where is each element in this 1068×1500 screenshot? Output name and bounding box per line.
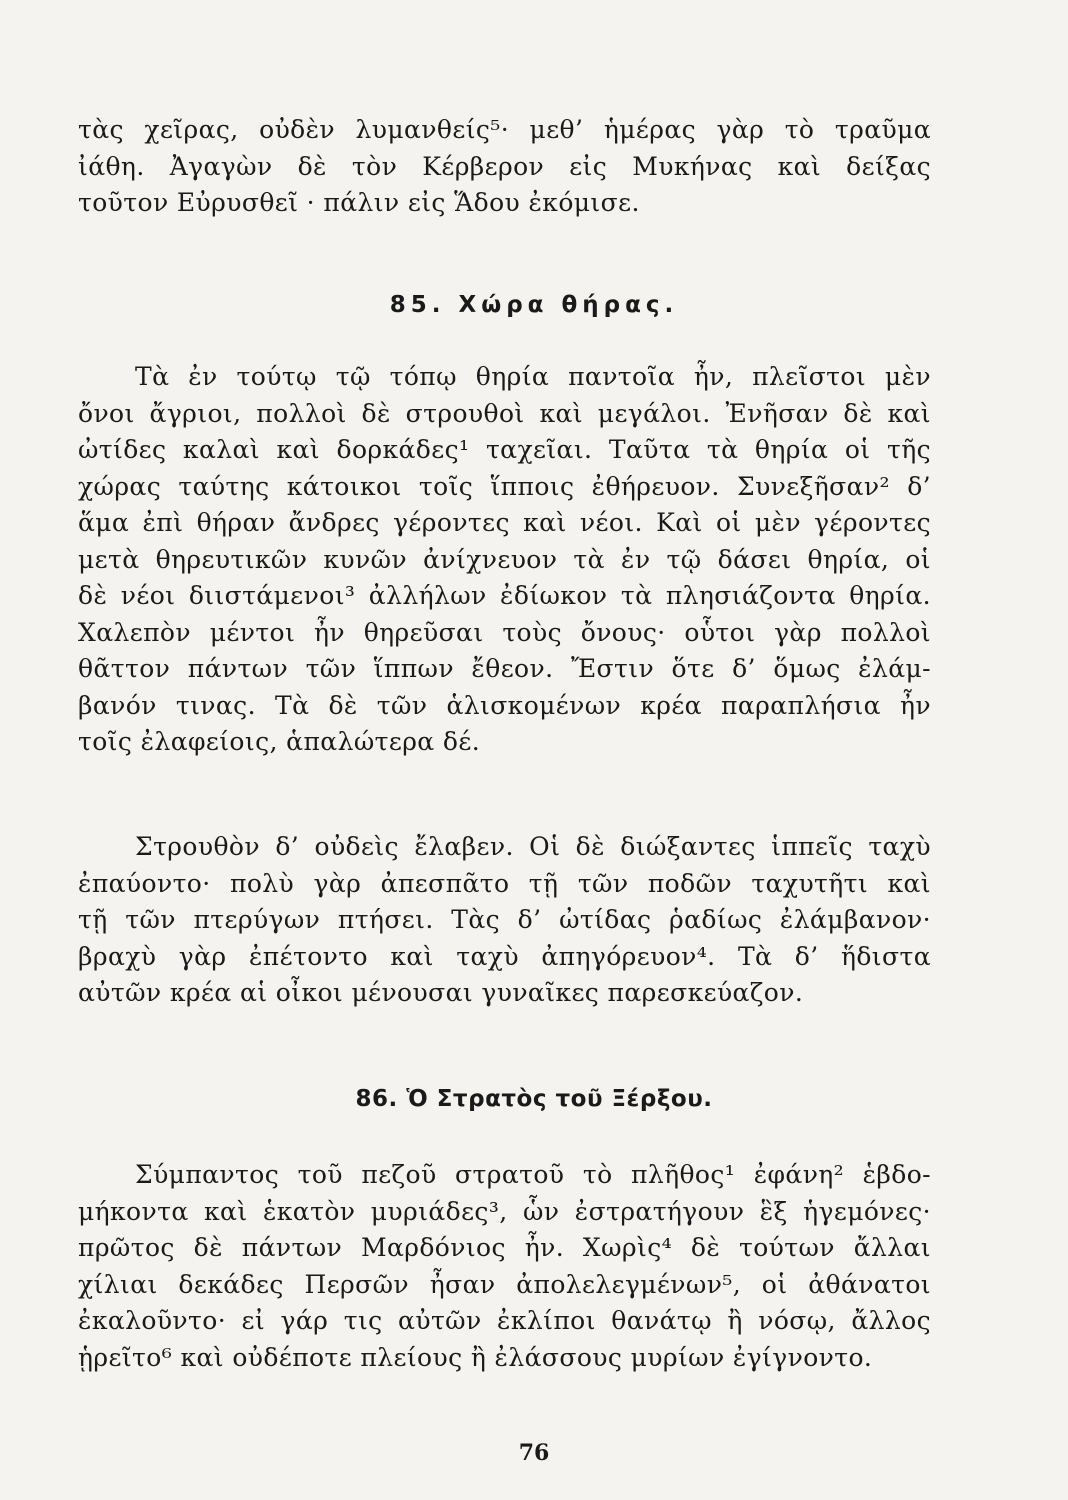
text-line: τοῖς ἐλαφείοις, ἁπαλώτερα δέ. <box>78 727 481 756</box>
text-line: ὠτίδες καλαὶ καὶ δορκάδες¹ ταχεῖαι. Ταῦτα τὰ θηρία οἱ τῆς <box>78 435 931 464</box>
text-line: χώρας ταύτης κάτοικοι τοῖς ἵπποις ἐθήρευον. Συνεξῆσαν² δ’ <box>78 471 931 501</box>
text-line: Σύμπαντος τοῦ πεζοῦ στρατοῦ τὸ πλῆθος¹ ἐφάνη² ἑβδο- <box>135 1160 931 1189</box>
text-line: μετὰ θηρευτικῶν κυνῶν ἀνίχνευον τὰ ἐν τῷ δάσει θηρία, οἱ <box>78 544 931 574</box>
text-line: ἰάθη. Ἀγαγὼν δὲ τὸν Κέρβερον εἰς Μυκήνας καὶ δείξας <box>78 151 931 181</box>
section-86-heading: 86. Ὁ Στρατὸς τοῦ Ξέρξου. <box>355 1086 713 1112</box>
page-number: 76 <box>518 1440 550 1466</box>
text-line: βραχὺ γὰρ ἐπέτοντο καὶ ταχὺ ἀπηγόρευον⁴. Τὰ δ’ ἥδιστα <box>78 941 931 971</box>
text-line: τοῦτον Εὐρυσθεῖ · πάλιν εἰς Ἅδου ἐκόμισε. <box>78 188 640 217</box>
text-line: ἐπαύοντο· πολὺ γὰρ ἀπεσπᾶτο τῇ τῶν ποδῶν ταχυτῆτι καὶ <box>78 868 931 898</box>
text-line: δὲ νέοι διιστάμενοι³ ἀλλήλων ἐδίωκον τὰ πλησιάζοντα θηρία. <box>78 581 931 610</box>
text-line: Χαλεπὸν μέντοι ἦν θηρεῦσαι τοὺς ὄνους· οὗτοι γὰρ πολλοὶ <box>78 617 931 647</box>
text-line: ἐκαλοῦντο· εἰ γάρ τις αὐτῶν ἐκλίποι θανάτῳ ἢ νόσῳ, ἄλλος <box>78 1306 931 1335</box>
section-85-paragraph-1 <box>78 359 931 761</box>
text-line: ἅμα ἐπὶ θήραν ἄνδρες γέροντες καὶ νέοι. Καὶ οἱ μὲν γέροντες <box>78 508 931 537</box>
section-86-paragraph-1 <box>78 1157 931 1376</box>
text-line: Τὰ ἐν τούτῳ τῷ τόπῳ θηρία παντοῖα ἦν, πλεῖστοι μὲν <box>135 362 931 391</box>
text-line: αὐτῶν κρέα αἱ οἶκοι μένουσαι γυναῖκες παρεσκεύαζον. <box>78 978 804 1007</box>
text-line: Στρουθὸν δ’ οὐδεὶς ἔλαβεν. Οἱ δὲ διώξαντες ἱππεῖς ταχὺ <box>135 832 931 861</box>
text-line: βανόν τινας. Τὰ δὲ τῶν ἁλισκομένων κρέα παραπλήσια ἦν <box>78 690 931 720</box>
text-line: μήκοντα καὶ ἑκατὸν μυριάδες³, ὧν ἐστρατήγουν ἓξ ἡγεμόνες· <box>78 1196 931 1226</box>
text-line: θᾶττον πάντων τῶν ἵππων ἔθεον. Ἔστιν ὅτε δ’ ὅμως ἐλάμ- <box>78 654 931 683</box>
section-85-paragraph-2 <box>78 829 931 1012</box>
text-line: τὰς χεῖρας, οὐδὲν λυμανθείς⁵· μεθ’ ἡμέρας γὰρ τὸ τραῦμα <box>78 115 931 144</box>
text-line: χίλιαι δεκάδες Περσῶν ἦσαν ἀπολελεγμένων⁵, οἱ ἀθάνατοι <box>78 1269 931 1299</box>
text-line: ὄνοι ἄγριοι, πολλοὶ δὲ στρουθοὶ καὶ μεγάλοι. Ἐνῆσαν δὲ καὶ <box>78 398 931 428</box>
section-85-heading: 85. Χώρα θήρας. <box>389 292 679 318</box>
text-line: τῇ τῶν πτερύγων πτήσει. Τὰς δ’ ὠτίδας ῥαδίως ἐλάμβανον· <box>78 905 931 934</box>
text-line: ᾑρεῖτο⁶ καὶ οὐδέποτε πλείους ἢ ἐλάσσους μυρίων ἐγίγνοντο. <box>78 1342 873 1372</box>
intro-paragraph <box>78 112 931 222</box>
text-line: πρῶτος δὲ πάντων Μαρδόνιος ἦν. Χωρὶς⁴ δὲ τούτων ἄλλαι <box>78 1233 931 1262</box>
